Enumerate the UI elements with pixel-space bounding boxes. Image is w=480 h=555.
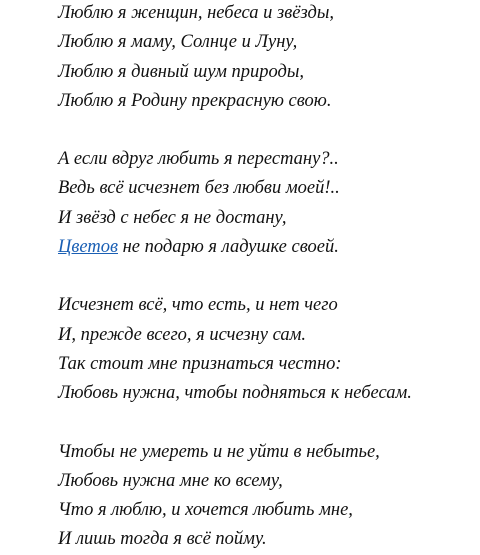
poem-line-rest: не подарю я ладушке своей. [118, 237, 339, 258]
stanza-4 [58, 438, 468, 555]
poem-line: Ведь всё исчезнет без любви моей!.. [58, 178, 340, 199]
poem-line: И звёзд с небес я не достану, [58, 207, 287, 228]
poem-line: А если вдруг любить я перестану?.. [58, 149, 339, 170]
stanza-3 [58, 291, 468, 408]
poem-line-with-link [58, 233, 468, 262]
stanza-2 [58, 145, 468, 262]
flowers-link[interactable]: Цветов [58, 237, 118, 258]
poem-line: И лишь тогда я всё пойму. [58, 529, 267, 550]
poem [58, 0, 468, 555]
poem-line: Люблю я женщин, небеса и звёзды, [58, 3, 334, 23]
poem-line: Что я люблю, и хочется любить мне, [58, 500, 353, 521]
stanza-1 [58, 0, 468, 116]
poem-line: Исчезнет всё, что есть, и нет чего [58, 295, 338, 316]
poem-line: И, прежде всего, я исчезну сам. [58, 324, 307, 345]
poem-line: Чтобы не умереть и не уйти в небытье, [58, 441, 380, 462]
poem-line: Так стоит мне признаться честно: [58, 353, 342, 374]
poem-line: Любовь нужна мне ко всему, [58, 470, 283, 491]
poem-line: Люблю я дивный шум природы, [58, 61, 305, 82]
poem-line: Любовь нужна, чтобы подняться к небесам. [58, 383, 412, 404]
poem-line: Люблю я Родину прекрасную свою. [58, 90, 332, 111]
poem-line: Люблю я маму, Солнце и Луну, [58, 32, 298, 53]
